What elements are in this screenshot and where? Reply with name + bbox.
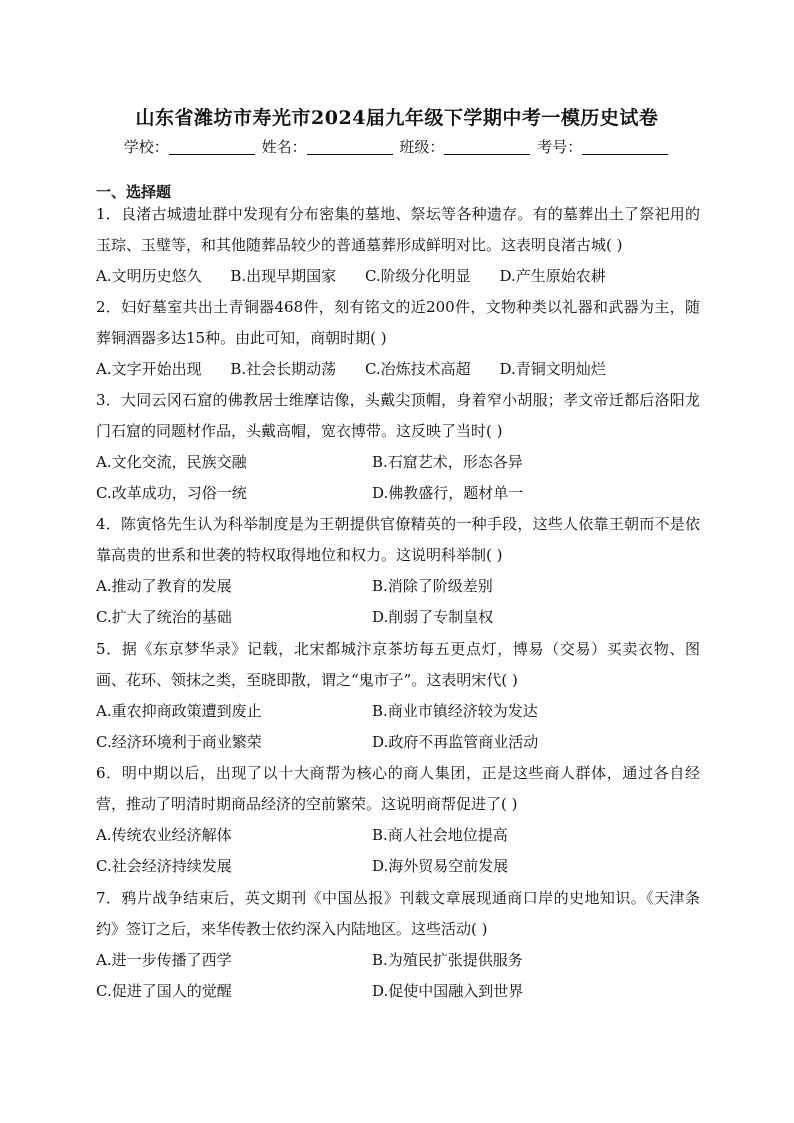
name-label: 姓名： — [261, 138, 307, 156]
option-c[interactable]: C.经济环境利于商业繁荣 — [96, 733, 262, 751]
option-d[interactable]: D.海外贸易空前发展 — [372, 857, 509, 875]
option-d[interactable]: D.青铜文明灿烂 — [499, 360, 606, 378]
question-3: 3．大同云冈石窟的佛教居士维摩诘像，头戴尖顶帽，身着窄小胡服；孝文帝迁都后洛阳龙门石窟的同题材作品，头戴高帽，宽衣博带。这反映了当时( ) — [96, 391, 700, 440]
class-blank[interactable] — [444, 140, 530, 155]
option-c[interactable]: C.社会经济持续发展 — [96, 857, 232, 875]
question-2: 2．妇好墓室共出土青铜器468件，刻有铭文的近200件，文物种类以礼器和武器为主，随葬铜酒器多达15种。由此可知，商朝时期( ) — [96, 298, 700, 347]
question-3-options-row2 — [96, 478, 700, 509]
student-info-line — [0, 136, 794, 157]
option-c[interactable]: C.扩大了统治的基础 — [96, 608, 232, 626]
question-5: 5．据《东京梦华录》记载，北宋都城汴京茶坊每五更点灯，博易（交易）买卖衣物、图画、花环、领抹之类，至晓即散，谓之“鬼市子”。这表明宋代( ) — [96, 640, 700, 689]
option-b[interactable]: B.出现早期国家 — [230, 267, 337, 285]
option-b[interactable]: B.商业市镇经济较为发达 — [372, 702, 538, 720]
class-label: 班级： — [399, 138, 445, 156]
option-b[interactable]: B.商人社会地位提高 — [372, 826, 508, 844]
question-4-options-row1 — [96, 571, 700, 602]
question-6-options-row1 — [96, 820, 700, 851]
question-5-options-row2 — [96, 727, 700, 758]
option-a[interactable]: A.重农抑商政策遭到废止 — [96, 702, 262, 720]
option-a[interactable]: A.文明历史悠久 — [96, 267, 202, 285]
question-2-options — [96, 354, 700, 385]
option-a[interactable]: A.文化交流，民族交融 — [96, 453, 247, 471]
option-b[interactable]: B.社会长期动荡 — [230, 360, 337, 378]
name-blank[interactable] — [307, 140, 393, 155]
option-a[interactable]: A.进一步传播了西学 — [96, 951, 232, 969]
question-1: 1．良渚古城遗址群中发现有分布密集的墓地、祭坛等各种遗存。有的墓葬出土了祭祀用的玉琮、玉璧等，和其他随葬品较少的普通墓葬形成鲜明对比。这表明良渚古城( ) — [96, 205, 700, 254]
exam-number-label: 考号： — [537, 138, 583, 156]
option-d[interactable]: D.促使中国融入到世界 — [372, 982, 524, 1000]
school-blank[interactable] — [169, 140, 255, 155]
question-6: 6．明中期以后，出现了以十大商帮为核心的商人集团，正是这些商人群体，通过各自经营，推动了明清时期商品经济的空前繁荣。这说明商帮促进了( ) — [96, 764, 700, 813]
page-title: 山东省潍坊市寿光市2024届九年级下学期中考一模历史试卷 — [135, 107, 659, 129]
option-c[interactable]: C.改革成功，习俗一统 — [96, 484, 247, 502]
option-b[interactable]: B.石窟艺术，形态各异 — [372, 453, 523, 471]
question-4-options-row2 — [96, 602, 700, 633]
option-d[interactable]: D.佛教盛行，题材单一 — [372, 484, 524, 502]
option-d[interactable]: D.政府不再监管商业活动 — [372, 733, 539, 751]
question-7-options-row1 — [96, 945, 700, 976]
option-a[interactable]: A.文字开始出现 — [96, 360, 202, 378]
option-d[interactable]: D.削弱了专制皇权 — [372, 608, 494, 626]
exam-number-blank[interactable] — [582, 140, 668, 155]
option-b[interactable]: B.为殖民扩张提供服务 — [372, 951, 523, 969]
section-heading: 一、选择题 — [96, 183, 172, 201]
option-a[interactable]: A.传统农业经济解体 — [96, 826, 232, 844]
question-5-options-row1 — [96, 696, 700, 727]
option-d[interactable]: D.产生原始农耕 — [499, 267, 606, 285]
option-a[interactable]: A.推动了教育的发展 — [96, 577, 232, 595]
option-c[interactable]: C.冶炼技术高超 — [364, 360, 471, 378]
question-6-options-row2 — [96, 851, 700, 882]
question-7: 7．鸦片战争结束后，英文期刊《中国丛报》刊载文章展现通商口岸的史地知识。《天津条约》签订之后，来华传教士依约深入内陆地区。这些活动( ) — [96, 889, 700, 938]
school-label: 学校： — [123, 138, 169, 156]
option-b[interactable]: B.消除了阶级差别 — [372, 577, 493, 595]
question-1-options — [96, 261, 700, 292]
option-c[interactable]: C.促进了国人的觉醒 — [96, 982, 232, 1000]
option-c[interactable]: C.阶级分化明显 — [364, 267, 471, 285]
question-7-options-row2 — [96, 976, 700, 1007]
question-4: 4．陈寅恪先生认为科举制度是为王朝提供官僚精英的一种手段，这些人依靠王朝而不是依靠高贵的世系和世袭的特权取得地位和权力。这说明科举制( ) — [96, 515, 700, 564]
question-3-options-row1 — [96, 447, 700, 478]
